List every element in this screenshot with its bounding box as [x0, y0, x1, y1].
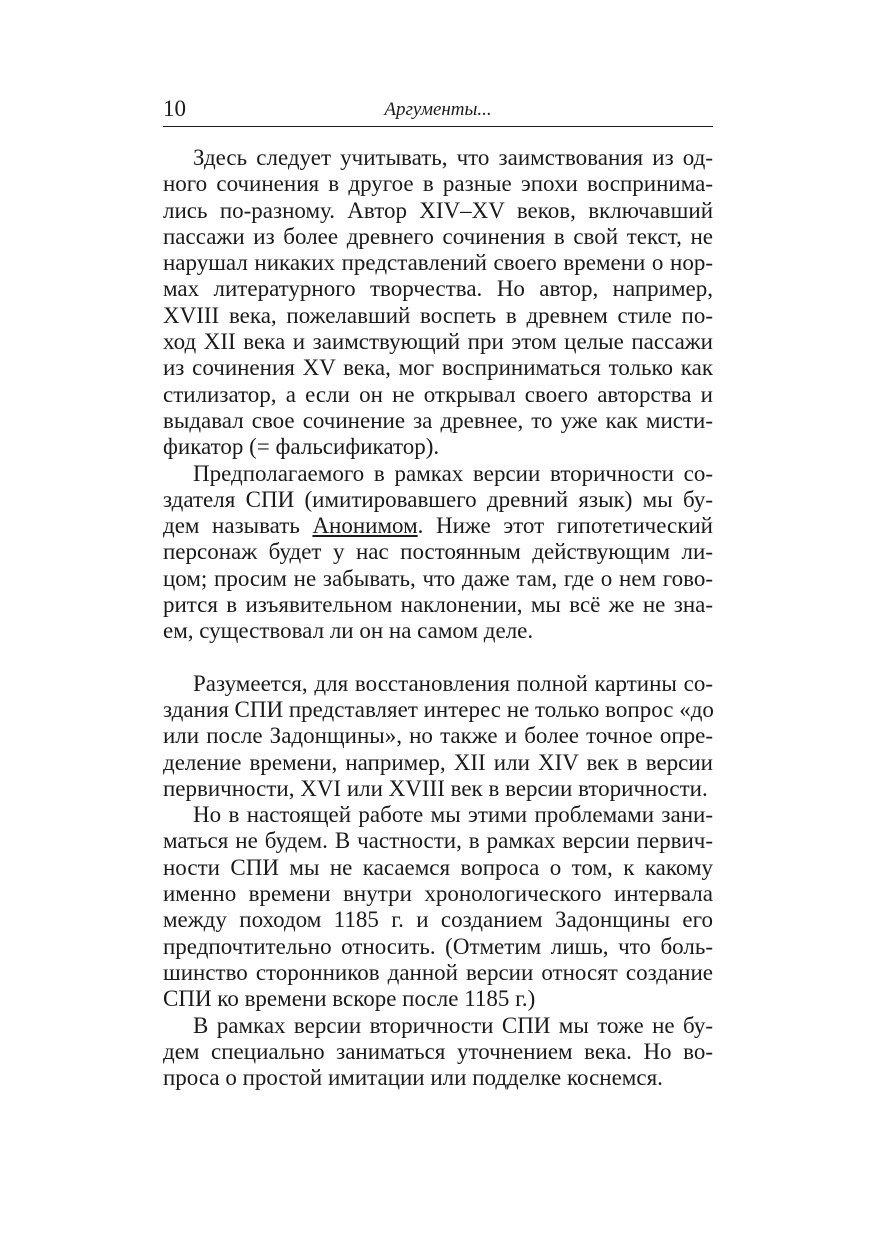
text-line: предпочтительно относить. (Отметим лишь, что боль- [163, 933, 713, 959]
text-line: Но в настоящей работе мы этими проблемами зани- [193, 802, 713, 828]
text-line: первичности, XVI или XVIII век в версии вторичности. [163, 775, 708, 801]
section-gap [163, 645, 713, 671]
text-line: пассажи из более древнего сочинения в свой текст, не [163, 223, 713, 249]
paragraph-1 [163, 145, 713, 461]
text-line: деление времени, например, XII или XIV век в версии [163, 749, 713, 775]
body-text [163, 145, 713, 1091]
text-fragment: . Ниже этот гипотетический [417, 513, 713, 539]
text-line: стилизатор, а если он не открывал своего авторства и [163, 381, 713, 407]
text-line: здания СПИ представляет интерес не только вопрос «до [163, 696, 714, 722]
text-line: именно времени внутри хронологического интервала [163, 881, 713, 907]
text-line: рится в изъявительном наклонении, мы всё же не зна- [163, 592, 713, 618]
paragraph-5 [163, 1013, 713, 1092]
running-head [163, 96, 713, 127]
text-line: дем специально заниматься уточнением века. Но во- [163, 1038, 713, 1064]
text-line: проса о простой имитации или подделке коснемся. [163, 1065, 663, 1091]
text-line: ности СПИ мы не касаемся вопроса о том, к какому [163, 854, 713, 880]
text-line: нарушал никаких представлений своего времени о нор- [163, 250, 713, 276]
text-line: В рамках версии вторичности СПИ мы тоже не бу- [193, 1012, 713, 1038]
text-line: ного сочинения в другое в разные эпохи воспринима- [163, 171, 713, 197]
text-line: ем, существовал ли он на самом деле. [163, 618, 534, 644]
text-line: персонаж будет у нас постоянным действующим ли- [163, 539, 713, 565]
running-title: Аргументы... [384, 99, 492, 120]
text-line: Разумеется, для восстановления полной картины со- [193, 670, 713, 696]
text-line: из сочинения XV века, мог восприниматься только как [163, 355, 713, 381]
text-line: мах литературного творчества. Но автор, например, [163, 276, 713, 302]
text-line: выдавал свое сочинение за древнее, то уже как мисти- [163, 407, 713, 433]
text-line: шинство сторонников данной версии относят создание [163, 959, 713, 985]
paragraph-4 [163, 802, 713, 1012]
text-line: между походом 1185 г. и созданием Задонщины его [163, 907, 713, 933]
text-fragment: дем называть [163, 513, 313, 539]
text-line: или после Задонщины», но также и более точное опре- [163, 723, 713, 749]
text-line: здателя СПИ (имитировавшего древний язык) мы бу- [163, 486, 713, 512]
anonymous-term: Анонимом [312, 513, 418, 539]
text-line: XVIII века, пожелавший воспеть в древнем стиле по- [163, 302, 713, 328]
text-line: ход XII века и заимствующий при этом целые пассажи [163, 329, 713, 355]
text-line-with-term [163, 513, 713, 539]
text-line: СПИ ко времени вскоре после 1185 г.) [163, 986, 536, 1012]
page-number: 10 [163, 96, 186, 121]
text-line: лись по-разному. Автор XIV–XV веков, включавший [163, 197, 713, 223]
text-line: маться не будем. В частности, в рамках версии первич- [163, 828, 713, 854]
text-line: Предполагаемого в рамках версии вторичности со- [193, 460, 713, 486]
text-line: цом; просим не забывать, что даже там, где о нем гово- [163, 565, 713, 591]
paragraph-2 [163, 461, 713, 645]
text-line: Здесь следует учитывать, что заимствования из од- [193, 145, 713, 170]
paragraph-3 [163, 671, 713, 802]
text-line: фикатор (= фальсификатор). [163, 434, 440, 460]
